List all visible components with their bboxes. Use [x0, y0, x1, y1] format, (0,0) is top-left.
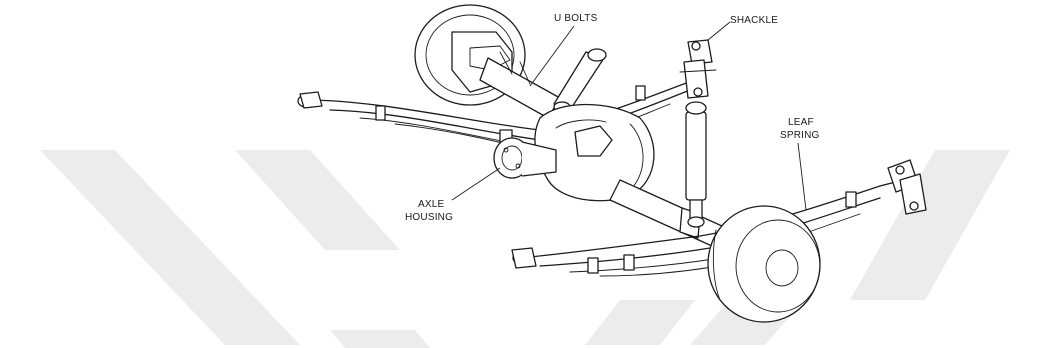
- axle-housing-leader: [452, 168, 500, 200]
- leaf-spring-leader: [798, 143, 806, 210]
- callout-leaf-spring: [780, 117, 820, 210]
- near-shock-absorber: [686, 102, 706, 227]
- shackle-leader: [708, 22, 730, 40]
- far-shackle: [680, 40, 716, 98]
- callout-axle-housing: [405, 168, 500, 223]
- leaf-spring-label-line1: LEAF: [788, 117, 814, 128]
- near-shackle: [888, 160, 926, 214]
- callout-shackle: [708, 15, 778, 40]
- axle-housing-label-line2: HOUSING: [405, 212, 454, 223]
- near-wheel-drum: [708, 206, 820, 322]
- shackle-label: SHACKLE: [730, 15, 779, 26]
- u-bolts-leader: [530, 26, 574, 86]
- u-bolts-label: U BOLTS: [554, 13, 598, 24]
- leaf-spring-label-line2: SPRING: [780, 130, 820, 141]
- far-shock-absorber: [554, 49, 606, 112]
- axle-housing-label-line1: AXLE: [418, 199, 445, 210]
